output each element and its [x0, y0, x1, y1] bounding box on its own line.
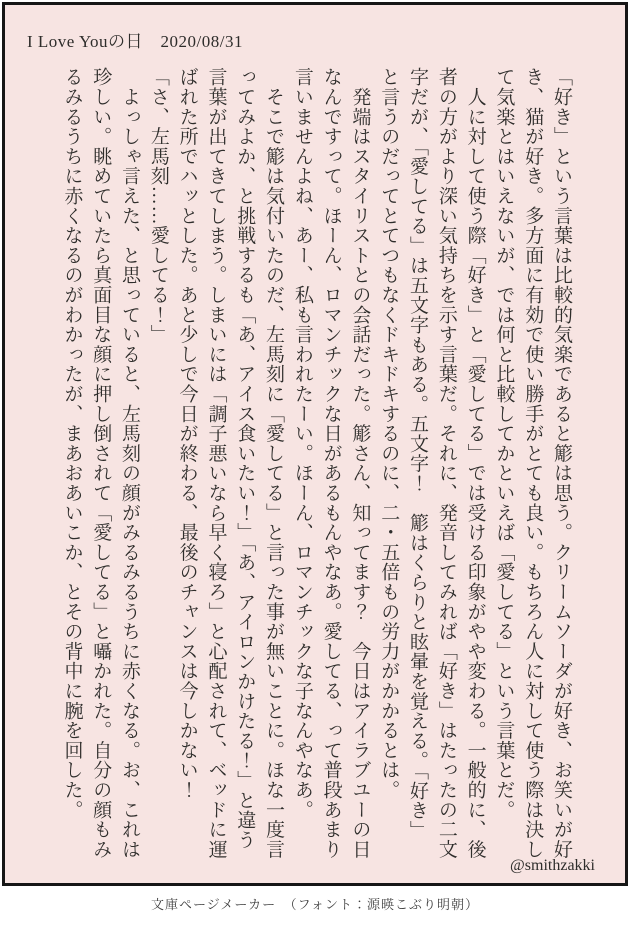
- author-handle: @smithzakki: [510, 857, 595, 874]
- story-paragraph: 発端はスタイリストとの会話だった。簓さん、知ってます？ 今日はアイラブユーの日なんですって。ほーん、ロマンチックな日があるもんやなあ。愛してる、って普段あまり言いませんよね、あー、私も言われたーい。ほーん、ロマンチックな子なんやなあ。: [291, 67, 371, 859]
- page-title: I Love Youの日 2020/08/31: [27, 32, 243, 51]
- story-paragraph: 人に対して使う際「好き」と「愛してる」では受ける印象がやや変わる。一般的に、後者の方がより深い気持ちを示す言葉だ。それに、発音してみれば「好き」はたったの二文字だが、「愛してる」は五文字もある。五文字！ 簓はくらりと眩暈を覚える。「好き」と言うのだってとてつもなくドキドキするのに、二・五倍もの労力がかかるとは。: [378, 67, 486, 859]
- story-paragraph: そこで簓は気付いたのだ、左馬刻に「愛してる」と言った事が無いことに。ほな一度言ってみよか、と挑戦するも「あ、アイス食いたい！」「あ、アイロンかけたる！」と違う言葉が出てきてしまう。しまいには「調子悪いなら早く寝ろ」と心配されて、ベッドに運ばれた所でハッとした。あと少しで今日が終わる、最後のチャンスは今しかない！: [176, 67, 285, 859]
- story-body: [49, 67, 575, 859]
- story-paragraph: 「さ、左馬刻……愛してる！」: [147, 67, 169, 345]
- app-credit: 文庫ページメーカー （フォント：源暎こぶり明朝）: [151, 897, 479, 912]
- story-card: [2, 2, 628, 886]
- story-paragraph: よっしゃ言えた、と思っていると、左馬刻の顔がみるみるうちに赤くなる。お、これは珍しい。眺めていたら真面目な顔に押し倒されて「愛してる」と囁かれた。自分の顔もみるみるうちに赤くなるのがわかったが、まあおあいこか、とその背中に腕を回した。: [61, 67, 141, 859]
- story-paragraph: 「好き」という言葉は比較的気楽であると簓は思う。クリームソーダが好き、お笑いが好き、猫が好き。多方面に有効で使い勝手がとても良い。もちろん人に対して使う際は決して気楽とはいえないが、では何と比較してかといえば「愛してる」という言葉とだ。: [493, 67, 572, 859]
